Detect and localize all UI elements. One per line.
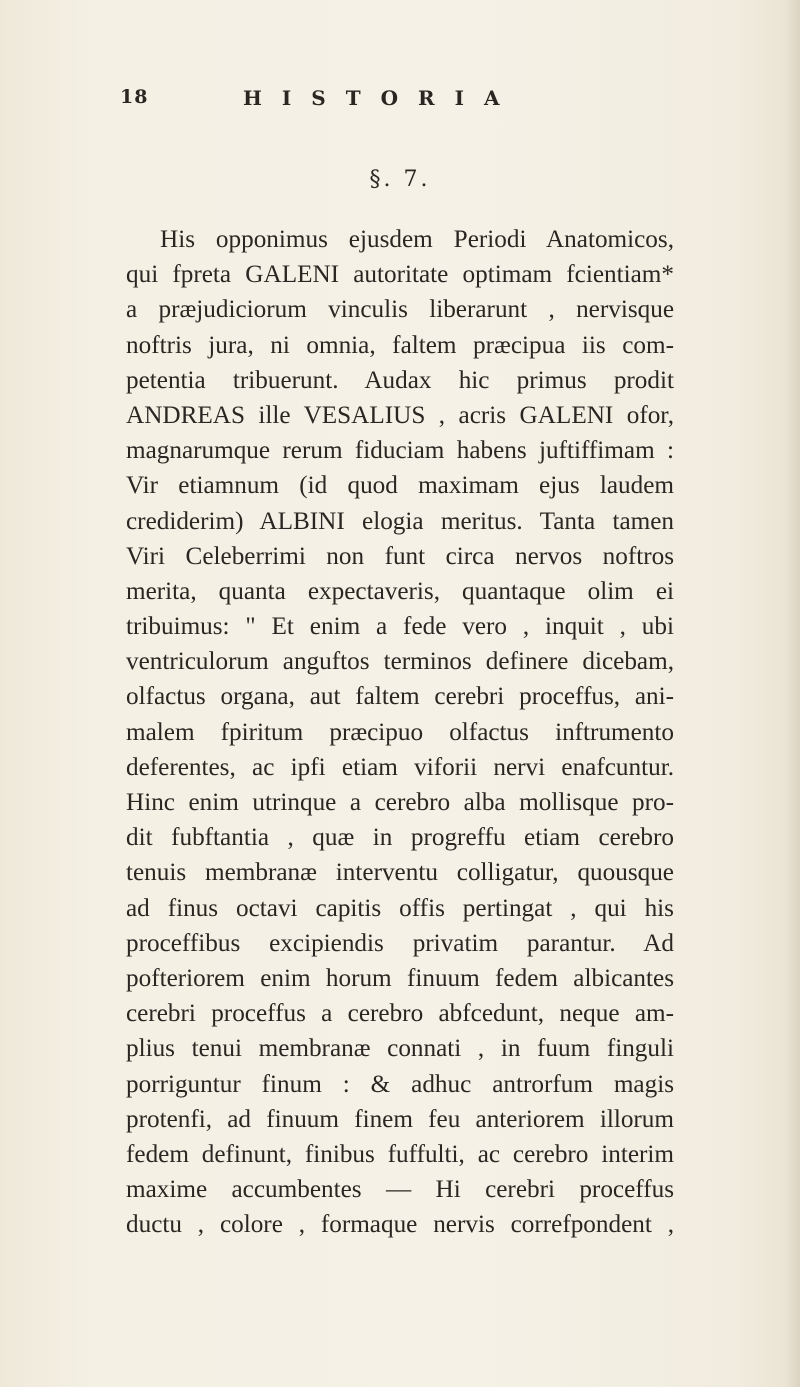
text-line: pofteriorem enim horum finuum fedem albicantes — [126, 964, 674, 992]
text-line: cerebri proceffus a cerebro abfcedunt, neque am- — [126, 1000, 674, 1028]
text-line: Viri Celeberrimi non funt circa nervos noftros — [126, 542, 674, 570]
text-line: dit fubftantia , quæ in progreffu etiam cerebro — [126, 824, 674, 852]
text-line: tenuis membranæ interventu colligatur, quousque — [126, 859, 674, 887]
text-line: ANDREAS ille VESALIUS , acris GALENI ofor, — [126, 401, 674, 429]
text-line: olfactus organa, aut faltem cerebri proceffus, ani- — [126, 683, 674, 711]
text-line: tribuimus: " Et enim a fede vero , inquit , ubi — [126, 613, 674, 641]
text-line: fedem definunt, finibus fuffulti, ac cerebro interim — [126, 1140, 674, 1168]
text-line: petentia tribuerunt. Audax hic primus prodit — [126, 366, 674, 394]
running-title: HISTORIA — [243, 86, 520, 110]
text-line: ventriculorum anguftos terminos definere dicebam, — [126, 648, 674, 676]
text-line: His opponimus ejusdem Periodi Anatomicos, — [160, 226, 674, 253]
text-line: deferentes, ac ipfi etiam viforii nervi enafcuntur. — [126, 753, 674, 781]
text-line: ductu , colore , formaque nervis correfpondent , — [126, 1211, 674, 1239]
text-line: proceffibus excipiendis privatim parantur. Ad — [126, 929, 674, 957]
page-number: 18 — [120, 86, 149, 108]
text-line: Hinc enim utrinque a cerebro alba mollisque pro- — [126, 789, 674, 816]
text-line: malem fpiritum præcipuo olfactus inftrumento — [126, 718, 674, 746]
body-text — [126, 222, 674, 1242]
text-line: plius tenui membranæ connati , in fuum finguli — [126, 1035, 674, 1063]
text-line: maxime accumbentes — Hi cerebri proceffus — [126, 1176, 674, 1204]
text-line: a præjudiciorum vinculis liberarunt , nervisque — [126, 296, 674, 324]
text-line: protenfi, ad finuum finem feu anteriorem illorum — [126, 1105, 674, 1133]
running-head — [120, 86, 680, 112]
text-line: magnarumque rerum fiduciam habens juftiffimam : — [126, 437, 674, 465]
text-line: ad finus octavi capitis offis pertingat , qui his — [126, 894, 674, 922]
text-line: merita, quanta expectaveris, quantaque olim ei — [126, 577, 674, 605]
text-line: Vir etiamnum (id quod maximam ejus laudem — [126, 472, 674, 500]
text-line: porriguntur finum : & adhuc antrorfum magis — [126, 1070, 674, 1098]
text-line: noftris jura, ni omnia, faltem præcipua iis com- — [126, 331, 674, 359]
page-edge-shadow — [786, 0, 800, 1387]
text-line: crediderim) ALBINI elogia meritus. Tanta tamen — [126, 507, 674, 535]
text-line: qui fpreta GALENI autoritate optimam fcientiam* — [126, 261, 674, 289]
section-heading: §. 7. — [369, 167, 431, 192]
